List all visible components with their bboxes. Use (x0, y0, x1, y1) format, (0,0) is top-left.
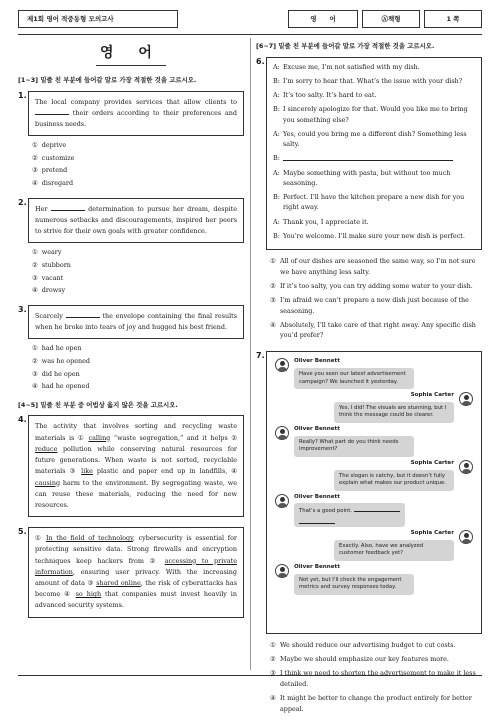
option-marker: ③ (32, 369, 38, 378)
question-passage (28, 415, 244, 517)
sender-name: Oliver Bennett (294, 426, 340, 433)
answer-blank (51, 204, 85, 211)
chat-text: That’s a good point. (299, 508, 353, 515)
sender-name: Oliver Bennett (294, 493, 340, 500)
passage-text: Scarcely (35, 311, 66, 320)
answer-options (32, 248, 244, 295)
option-marker: ② (270, 655, 276, 664)
option-text: Maybe we should emphasize our key features more. (280, 655, 449, 664)
question-number: 1. (18, 90, 27, 100)
option-text: It might be better to change the product entirely for better appeal. (280, 693, 472, 713)
chat-bubble (294, 503, 405, 527)
option-2[interactable] (32, 261, 244, 270)
answer-options (270, 640, 482, 714)
option-marker: ① (270, 257, 276, 266)
passage-text: “waste segregation,” and it helps (110, 433, 232, 442)
option-marker: ④ (270, 320, 276, 329)
passage-text: determination to pursue her dream, despite numerous setbacks and discouragements, inspired her peers to strive for their own goals with greater confidence. (35, 204, 237, 236)
option-4[interactable] (32, 179, 244, 188)
option-marker: ④ (32, 286, 38, 295)
option-text: pretend (41, 166, 68, 175)
option-text: had he opened (41, 382, 90, 391)
chat-bubble: The slogan is catchy, but it doesn’t fully explain what makes our product unique. (334, 470, 454, 491)
option-2[interactable] (32, 154, 244, 163)
passage-text: pollution while conserving natural resources for future generations. When waste is not sorted, recyclable materials (35, 444, 237, 476)
dialogue-line (273, 192, 475, 213)
dialogue-text: I’m sorry to hear that. What’s the issue with your dish? (283, 76, 463, 85)
option-text: I think we need to shorten the advertisement to make it less detailed. (280, 669, 476, 689)
speaker-label: A: (273, 168, 280, 177)
dialogue-line (273, 168, 475, 189)
right-column (256, 38, 482, 725)
passage-text: Her (35, 204, 51, 213)
underline-marker: ② (231, 433, 237, 442)
underline-marker: ③ (87, 578, 94, 587)
question-number: 4. (18, 415, 27, 425)
option-text: disregard (41, 179, 74, 188)
chat-bubble: Yes, I did! The visuals are stunning, but I think the message could be clearer. (334, 402, 454, 423)
option-4[interactable] (270, 320, 482, 342)
option-marker: ① (270, 641, 276, 650)
question-4 (18, 415, 244, 517)
page-number-cell: 1 쪽 (424, 10, 482, 28)
dialogue-text: Yes, could you bring me a different dish? Something less salty. (283, 129, 467, 149)
passage-text: , cybersecurity is essential for protecting sensitive data. Strong firewalls and encryption techniques keep hackers from (35, 534, 237, 565)
option-3[interactable] (270, 295, 482, 317)
avatar-icon (275, 426, 289, 440)
answer-options (32, 344, 244, 391)
option-text: was he opened (41, 356, 90, 365)
option-1[interactable] (32, 248, 244, 257)
passage-text: harm to the environment. By segregating waste, we can reuse these materials, reducing the need for new resources. (35, 478, 237, 509)
option-2[interactable] (32, 357, 244, 366)
option-marker: ② (32, 260, 38, 269)
dialogue-line (273, 90, 475, 100)
underlined-phrase[interactable]: so high (75, 590, 102, 599)
option-3[interactable] (32, 166, 244, 175)
underline-marker: ② (149, 556, 159, 565)
dialogue-line (273, 231, 475, 241)
dialogue-line (273, 104, 475, 125)
avatar-icon (275, 358, 289, 372)
passage-text: The activity that involves sorting and recycling waste materials is (35, 422, 237, 442)
dialogue-line (273, 217, 475, 227)
answer-blank (283, 153, 453, 161)
avatar-icon (459, 530, 473, 544)
answer-options (270, 256, 482, 341)
passage-text: The local company provides services that allow clients to (35, 97, 237, 106)
option-text: If it’s too salty, you can try adding some water to your dish. (280, 281, 473, 290)
answer-blank (354, 506, 400, 512)
underlined-phrase[interactable]: shared online (96, 578, 141, 587)
left-column (18, 38, 244, 628)
question-7 (256, 351, 482, 714)
option-marker: ④ (270, 693, 276, 702)
avatar-icon (275, 494, 289, 508)
booklet-type-cell: Ⓐ책형 (362, 10, 420, 28)
option-marker: ② (32, 153, 38, 162)
option-text: drowsy (41, 286, 66, 295)
underline-marker: ④ (231, 467, 237, 476)
passage-text: plastic and paper end up in landfills, (92, 467, 232, 476)
dialogue-line (273, 62, 475, 72)
avatar-icon (459, 392, 473, 406)
sender-name: Oliver Bennett (294, 564, 340, 571)
passage-text: the envelope containing the final results when he broke into tears of joy and hugged his best friend. (35, 311, 237, 332)
option-2[interactable] (270, 654, 482, 665)
answer-options (32, 141, 244, 188)
chat-bubble: Really? What part do you think needs improvement? (294, 436, 414, 457)
avatar-icon (459, 460, 473, 474)
option-text: had he open (41, 344, 82, 353)
option-marker: ② (270, 281, 276, 290)
question-5 (18, 527, 244, 617)
question-passage (28, 91, 244, 137)
dialogue-text: Excuse me, I’m not satisfied with my dish. (283, 62, 420, 71)
speaker-label: A: (273, 217, 280, 226)
underlined-phrase[interactable]: like (81, 467, 93, 476)
sender-name: Sophia Carter (410, 530, 454, 537)
option-marker: ① (32, 248, 38, 257)
option-marker: ④ (32, 179, 38, 188)
option-2[interactable] (270, 281, 482, 292)
speaker-label: B: (273, 154, 280, 163)
sender-name: Sophia Carter (410, 460, 454, 467)
chat-message (275, 358, 473, 389)
option-1[interactable] (32, 141, 244, 150)
answer-blank (66, 311, 100, 318)
instruction-4-5: [4~5] 밑줄 친 부분 중 어법상 옳지 않은 것을 고르시오. (18, 400, 178, 409)
option-4[interactable] (270, 693, 482, 715)
question-2 (18, 198, 244, 295)
question-passage (28, 305, 244, 339)
chat-box (266, 351, 482, 634)
passage-text: that companies must invest heavily in advanced security systems. (35, 590, 237, 610)
option-1[interactable] (270, 256, 482, 278)
option-4[interactable] (32, 382, 244, 391)
option-3[interactable] (32, 274, 244, 283)
underline-marker: ① (35, 534, 43, 543)
question-passage (28, 527, 244, 617)
option-marker: ③ (32, 273, 38, 282)
option-text: deprive (41, 141, 67, 150)
speaker-label: B: (273, 231, 280, 240)
option-3[interactable] (270, 668, 482, 690)
dialogue-text: Thank you, I appreciate it. (283, 217, 369, 226)
option-marker: ③ (270, 295, 276, 304)
speaker-label: B: (273, 76, 280, 85)
subject-cell: 영 어 (288, 10, 358, 28)
footer-rule (18, 675, 482, 676)
question-passage (28, 198, 244, 244)
option-text: did he open (41, 369, 80, 378)
question-number: 7. (256, 351, 265, 361)
option-text: All of our dishes are seasoned the same way, so I’m not sure we have anything less salty. (280, 257, 476, 277)
underlined-phrase[interactable]: calling (88, 433, 111, 442)
chat-message (275, 530, 473, 561)
option-marker: ③ (270, 669, 276, 678)
option-3[interactable] (32, 370, 244, 379)
question-number: 5. (18, 527, 27, 537)
option-text: Absolutely, I’ll take care of that right away. Any specific dish you’d prefer? (280, 320, 476, 340)
option-text: weary (41, 248, 62, 257)
underline-marker: ① (77, 433, 86, 442)
instruction-6-7: [6~7] 밑줄 친 부분에 들어갈 말로 가장 적절한 것을 고르시오. (256, 42, 435, 50)
chat-bubble: Not yet, but I’ll check the engagement metrics and survey responses today. (294, 574, 414, 595)
option-text: customize (41, 153, 75, 162)
sender-name: Sophia Carter (410, 392, 454, 399)
chat-message (275, 460, 473, 491)
question-6 (256, 57, 482, 342)
dialogue-text: Perfect. I’ll have the kitchen prepare a new dish for you right away. (283, 193, 465, 212)
exam-header (18, 10, 482, 28)
option-marker: ③ (32, 166, 38, 175)
option-1[interactable] (32, 344, 244, 353)
option-marker: ① (32, 141, 38, 150)
speaker-label: A: (273, 129, 280, 138)
header-rule (18, 34, 482, 35)
chat-message (275, 392, 473, 423)
passage-text: , ensuring user privacy. With the increasing amount of data (35, 567, 237, 587)
passage-text: , the risk of cyberattacks has become (35, 578, 237, 599)
passage-text: their orders according to their preferences and business needs. (35, 108, 237, 128)
question-number: 6. (256, 56, 265, 66)
question-3 (18, 305, 244, 391)
speaker-label: B: (273, 193, 280, 202)
underlined-phrase[interactable]: accessing to private information (35, 556, 238, 576)
option-text: vacant (41, 273, 64, 282)
question-number: 3. (18, 304, 27, 314)
question-number: 2. (18, 197, 27, 207)
underline-marker: ③ (69, 467, 78, 476)
column-divider (250, 38, 251, 670)
chat-bubble: Have you seen our latest advertisement campaign? We launched it yesterday. (294, 368, 414, 389)
chat-message (275, 426, 473, 457)
option-marker: ④ (32, 382, 38, 391)
chat-bubble: Exactly. Also, have we analyzed customer feedback yet? (334, 540, 454, 561)
dialogue-line (273, 129, 475, 150)
chat-message (275, 494, 473, 527)
option-text: I’m afraid we can’t prepare a new dish just because of the seasoning. (280, 295, 469, 315)
dialogue-box (266, 57, 482, 251)
option-4[interactable] (32, 286, 244, 295)
speaker-label: A: (273, 62, 280, 71)
dialogue-line-blank (273, 153, 475, 163)
dialogue-text: Maybe something with pasta, but without too much seasoning. (283, 168, 451, 187)
avatar-icon (275, 564, 289, 578)
speaker-label: A: (273, 91, 280, 100)
dialogue-text: I sincerely apologize for that. Would you like me to bring you something else? (283, 105, 468, 124)
answer-blank-line (299, 518, 335, 524)
option-marker: ② (32, 356, 38, 365)
subject-title: 영 어 (96, 44, 166, 66)
option-marker: ① (32, 344, 38, 353)
underlined-phrase[interactable]: In the field of technology (46, 534, 133, 543)
speaker-label: B: (273, 105, 280, 114)
answer-blank (35, 108, 69, 115)
option-text: stubborn (41, 260, 71, 269)
underline-marker: ④ (64, 590, 72, 599)
underlined-phrase[interactable]: reduce (35, 444, 58, 453)
sender-name: Oliver Bennett (294, 358, 340, 365)
dialogue-text: You’re welcome. I’ll make sure your new dish is perfect. (283, 231, 465, 240)
dialogue-text: It’s too salty. It’s hard to eat. (283, 91, 377, 100)
chat-message (275, 564, 473, 595)
exam-title: 제1회 영어 적중동형 모의고사 (18, 10, 178, 28)
question-1 (18, 91, 244, 188)
dialogue-line (273, 76, 475, 86)
underlined-phrase[interactable]: causing (35, 478, 61, 487)
instruction-1-3: [1~3] 밑줄 친 부분에 들어갈 말로 가장 적절한 것을 고르시오. (18, 75, 197, 84)
option-text: We should reduce our advertising budget to cut costs. (280, 641, 456, 650)
option-1[interactable] (270, 640, 482, 651)
